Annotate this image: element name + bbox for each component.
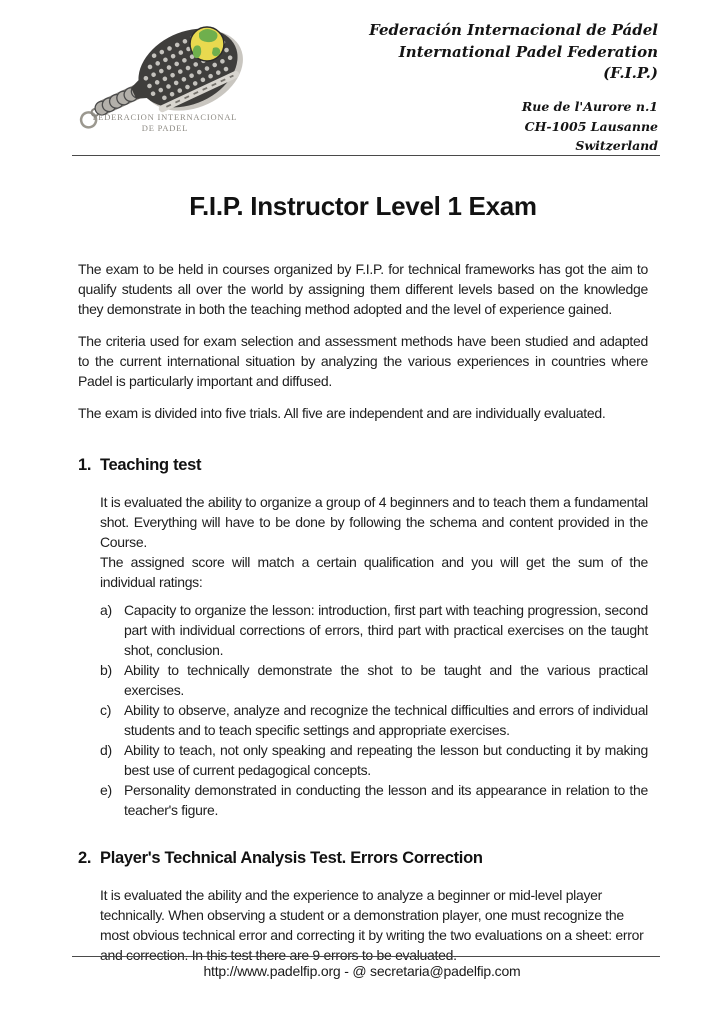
org-name-spanish: Federación Internacional de Pádel xyxy=(369,21,658,39)
document-body xyxy=(78,0,648,965)
section-2-heading xyxy=(78,847,648,870)
list-item-c xyxy=(100,700,648,740)
address-country: Switzerland xyxy=(575,138,658,153)
section-1-heading-label: Teaching test xyxy=(100,456,202,474)
list-item-d-label: d) xyxy=(100,742,112,758)
list-item-b-text: Ability to technically demonstrate the shot to be taught and the various practical exercises. xyxy=(124,662,648,698)
footer-contact: http://www.padelfip.org - @ secretaria@padelfip.com xyxy=(203,963,521,979)
section-2-heading-label: Player's Technical Analysis Test. Errors Correction xyxy=(100,849,483,867)
intro-paragraph-2: The criteria used for exam selection and assessment methods have been studied and adapted to the current international situation by analyzing the various experiences in countries where Padel is particularly important and diffused. xyxy=(78,333,648,389)
list-item-e-text: Personality demonstrated in conducting the lesson and its appearance in relation to the teacher's figure. xyxy=(124,782,648,818)
list-item-c-text: Ability to observe, analyze and recognize the technical difficulties and errors of individual students and to teach specific settings and appropriate exercises. xyxy=(124,702,648,738)
section-1-paragraph-2: The assigned score will match a certain qualification and you will get the sum of the individual ratings: xyxy=(100,554,648,590)
footer-divider xyxy=(72,956,660,957)
org-abbreviation: (F.I.P.) xyxy=(603,64,658,82)
list-item-e xyxy=(100,780,648,820)
section-1-number: 1. xyxy=(78,456,92,474)
list-item-d-text: Ability to teach, not only speaking and repeating the lesson but conducting it by making best use of current pedagogical concepts. xyxy=(124,742,648,778)
section-2-paragraph-1: It is evaluated the ability and the experience to analyze a beginner or mid-level player technically. When observing a student or a demonstration player, one must recognize the most obvious technical error and correcting it by writing the two evaluations on a sheet: error and correction. In this test there are 9 errors to be evaluated. xyxy=(100,887,644,963)
list-item-a xyxy=(100,600,648,660)
page-title: F.I.P. Instructor Level 1 Exam xyxy=(189,191,537,221)
address-city: CH-1005 Lausanne xyxy=(524,118,658,134)
list-item-a-label: a) xyxy=(100,602,112,618)
list-item-b xyxy=(100,660,648,700)
address-street: Rue de l'Aurore n.1 xyxy=(521,99,658,114)
section-1-paragraph-1: It is evaluated the ability to organize a group of 4 beginners and to teach them a fundamental shot. Everything will have to be done by following the schema and content provided in the Course. xyxy=(100,494,648,550)
logo-caption-line-2: DE PADEL xyxy=(141,122,189,133)
section-1-list xyxy=(100,600,648,820)
section-2-body xyxy=(100,885,648,965)
intro-paragraph-3: The exam is divided into five trials. All five are independent and are individually evaluated. xyxy=(78,405,606,421)
section-technical-analysis xyxy=(78,847,648,965)
list-item-e-label: e) xyxy=(100,782,112,798)
section-1-body xyxy=(100,492,648,592)
section-teaching-test xyxy=(78,454,648,820)
section-1-heading xyxy=(78,454,648,477)
section-2-number: 2. xyxy=(78,849,92,867)
intro-paragraph-1: The exam to be held in courses organized by F.I.P. for technical frameworks has got the aim to qualify students all over the world by assigning them different levels based on the knowledge they demonstrate in both the teaching method adopted and the level of experience gained. xyxy=(78,261,648,317)
list-item-a-text: Capacity to organize the lesson: introduction, first part with teaching progression, second part with individual corrections of errors, third part with practical exercises on the taught shot, conclusion. xyxy=(124,602,648,658)
list-item-b-label: b) xyxy=(100,662,112,678)
list-item-c-label: c) xyxy=(100,702,112,718)
org-name-english: International Padel Federation xyxy=(398,42,658,61)
logo-caption-line-1: FEDERACION INTERNACIONAL xyxy=(92,112,238,122)
list-item-d xyxy=(100,740,648,780)
